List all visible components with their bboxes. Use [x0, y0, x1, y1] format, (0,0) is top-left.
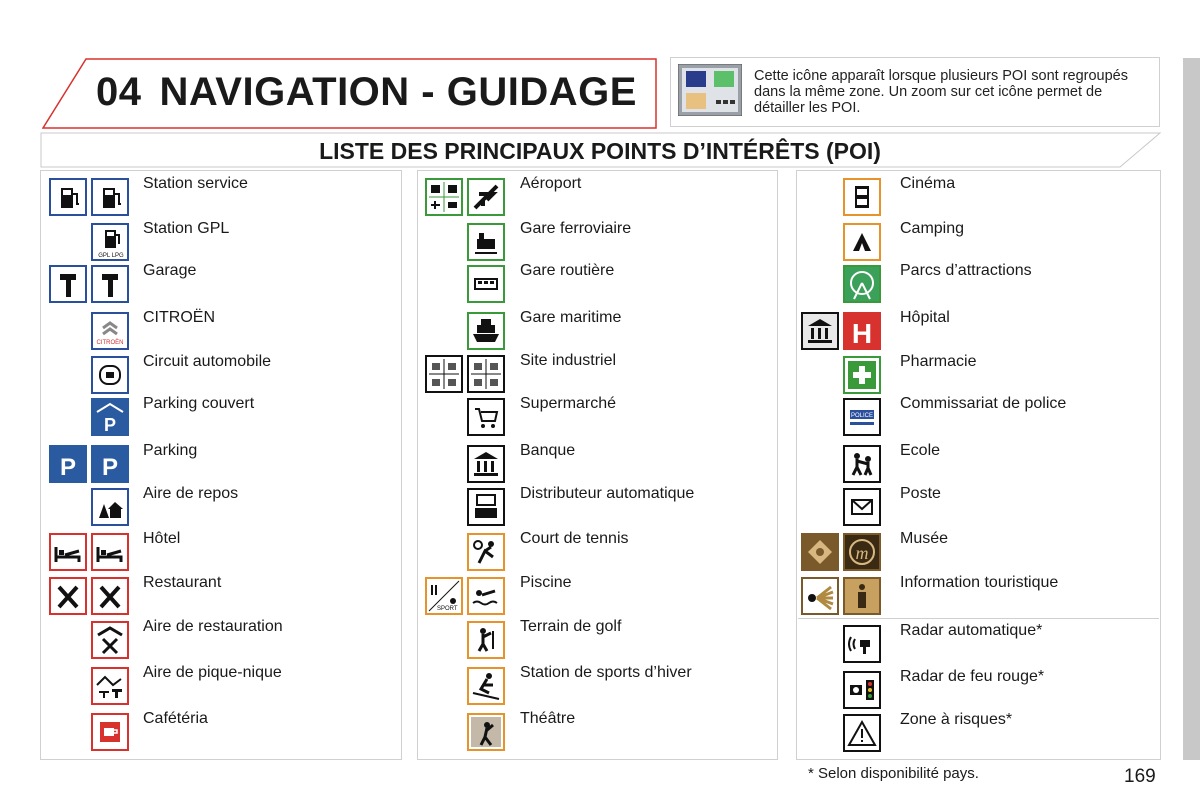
- danger-zone-icon: [843, 714, 881, 752]
- poi-label: Parking: [143, 442, 198, 459]
- speed-camera-icon: [843, 625, 881, 663]
- footnote: * Selon disponibilité pays.: [808, 765, 979, 782]
- svg-text:SPORT: SPORT: [437, 606, 458, 612]
- info-i-icon: [843, 577, 881, 615]
- parking-icon: [91, 445, 129, 483]
- svg-text:CITROËN: CITROËN: [96, 340, 124, 346]
- poi-label: Camping: [900, 220, 965, 237]
- shopping-cart-icon: [467, 398, 505, 436]
- ski-icon: [467, 667, 505, 705]
- poi-label: Aire de pique-nique: [143, 664, 282, 681]
- train-icon: [467, 223, 505, 261]
- poi-label: Piscine: [520, 574, 572, 591]
- poi-label: Gare routière: [520, 262, 615, 279]
- school-children-icon: [843, 445, 881, 483]
- parking-icon: [49, 445, 87, 483]
- tourist-sight-icon: [801, 577, 839, 615]
- theatre-icon: [467, 713, 505, 751]
- citroen-logo-icon: [91, 312, 129, 350]
- museum-m-icon: [843, 533, 881, 571]
- fork-knife-icon: [49, 577, 87, 615]
- museum-building-icon: [801, 312, 839, 350]
- poi-label: Terrain de golf: [520, 618, 622, 635]
- poi-label: Aire de restauration: [143, 618, 283, 635]
- police-icon: [843, 398, 881, 436]
- poi-label: Radar automatique*: [900, 622, 1043, 639]
- chapter-title: [96, 70, 637, 115]
- svg-text:P: P: [59, 454, 77, 481]
- poi-label: Station service: [143, 175, 248, 192]
- fork-knife-icon: [91, 577, 129, 615]
- svg-text:m: m: [855, 543, 869, 563]
- poi-label: Garage: [143, 262, 197, 279]
- svg-text:H: H: [851, 318, 873, 348]
- food-area-icon: [91, 621, 129, 659]
- picnic-icon: [91, 667, 129, 705]
- transport-group-icon: [425, 178, 463, 216]
- chapter-number: 04: [96, 70, 142, 114]
- sport-group-icon: [425, 577, 463, 615]
- svg-text:GPL LPG: GPL LPG: [98, 253, 124, 259]
- camping-icon: [843, 223, 881, 261]
- poi-label: Cafétéria: [143, 710, 208, 727]
- poi-label: CITROËN: [143, 309, 215, 326]
- tennis-icon: [467, 533, 505, 571]
- airplane-icon: [467, 178, 505, 216]
- section-title: LISTE DES PRINCIPAUX POINTS D’INTÉRÊTS (POI): [319, 138, 881, 164]
- poi-label: Gare ferroviaire: [520, 220, 632, 237]
- poi-label: Cinéma: [900, 175, 956, 192]
- film-icon: [843, 178, 881, 216]
- fuel-pump-icon: [49, 178, 87, 216]
- poi-label: Parcs d’attractions: [900, 262, 1032, 279]
- poi-label: Distributeur automatique: [520, 485, 695, 502]
- industrial-group-icon: [425, 355, 463, 393]
- gpl-pump-icon: [91, 223, 129, 261]
- ship-icon: [467, 312, 505, 350]
- pharmacy-cross-icon: [843, 356, 881, 394]
- info-description: Cette icône apparaît lorsque plusieurs POI sont regroupés dans la même zone. Un zoom sur cet icône permet de détailler les POI.: [754, 68, 1128, 116]
- poi-label: Gare maritime: [520, 309, 622, 326]
- poi-label: Station GPL: [143, 220, 230, 237]
- poi-label: Site industriel: [520, 352, 617, 369]
- poi-label: Circuit automobile: [143, 353, 272, 370]
- atm-icon: [467, 488, 505, 526]
- poi-label: Court de tennis: [520, 530, 629, 547]
- poi-label: Banque: [520, 442, 576, 459]
- wrench-icon: [49, 265, 87, 303]
- poi-label: Station de sports d’hiver: [520, 664, 692, 681]
- coffee-cup-icon: [91, 713, 129, 751]
- poi-label: Hôtel: [143, 530, 181, 547]
- column-3-divider: [798, 618, 1159, 619]
- rest-area-icon: [91, 488, 129, 526]
- poi-label: Supermarché: [520, 395, 617, 412]
- poi-label: Pharmacie: [900, 353, 977, 370]
- svg-text:P: P: [103, 415, 117, 434]
- bank-icon: [467, 445, 505, 483]
- industrial-group-icon: [467, 355, 505, 393]
- covered-parking-icon: [91, 398, 129, 436]
- poi-label: Restaurant: [143, 574, 222, 591]
- poi-label: Zone à risques*: [900, 711, 1013, 728]
- red-light-camera-icon: [843, 671, 881, 709]
- bed-icon: [91, 533, 129, 571]
- golf-icon: [467, 621, 505, 659]
- ferris-wheel-icon: [843, 265, 881, 303]
- wrench-icon: [91, 265, 129, 303]
- poi-label: Théâtre: [520, 710, 576, 727]
- page-number: 169: [1124, 766, 1156, 787]
- poi-label: Information touristique: [900, 574, 1059, 591]
- poi-label: Musée: [900, 530, 949, 547]
- swimmer-icon: [467, 577, 505, 615]
- grouped-poi-icon: [678, 64, 742, 116]
- poi-label: Poste: [900, 485, 941, 502]
- bus-icon: [467, 265, 505, 303]
- hospital-icon: [843, 312, 881, 350]
- poi-label: Commissariat de police: [900, 395, 1067, 412]
- poi-label: Ecole: [900, 442, 941, 459]
- poi-label: Aire de repos: [143, 485, 239, 502]
- poi-label: Aéroport: [520, 175, 582, 192]
- poi-label: Radar de feu rouge*: [900, 668, 1045, 685]
- bed-icon: [49, 533, 87, 571]
- svg-text:POLICE: POLICE: [850, 413, 874, 419]
- svg-text:P: P: [101, 454, 119, 481]
- envelope-icon: [843, 488, 881, 526]
- poi-label: Hôpital: [900, 309, 950, 326]
- chapter-name: NAVIGATION - GUIDAGE: [159, 70, 637, 114]
- museum-diamond-icon: [801, 533, 839, 571]
- fuel-pump-icon: [91, 178, 129, 216]
- race-circuit-icon: [91, 356, 129, 394]
- poi-label: Parking couvert: [143, 395, 255, 412]
